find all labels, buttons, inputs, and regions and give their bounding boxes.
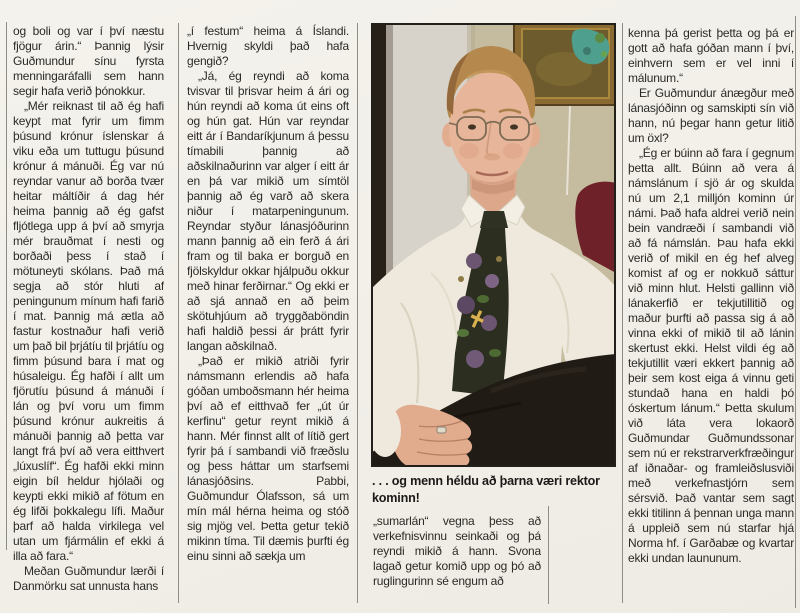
paragraph: „Það er mikið atriði fyrir námsmann erlendis að hafa góðan umboðsmann hér heima því að ef eitthvað fer „út úr kerfinu“ getur reynt mikið á hann. Mér finnst allt of lítið gert fyrir þá í sambandi við fræðslu og þess háttar um starfsemi lánasjóðsins. Pabbi, Guðmundur Ólafsson, sá um mín mál hérna heima og stóð sig mjög vel. Þetta getur tekið mikinn tíma. Til dæmis þurfti ég einu sinni að sækja um (187, 354, 349, 563)
column-rule-right-edge (795, 16, 796, 608)
paragraph: „sumarlán“ vegna þess að verkefnisvinnu seinkaði og þá reyndi mikið á hann. Svona lagað getur komið upp og þó að ruglingurinn sé engum að (373, 514, 541, 588)
paragraph: Meðan Guðmundur lærði í Danmörku sat unnusta hans (13, 564, 164, 593)
paragraph: „Já, ég reyndi að koma tvisvar til þrisvar heim á ári og hún reyndi að koma út eins oft og hún gat. Hún var reyndar eitt ár í Bandaríkjunum á þessu tímabili þannig að aðskilnaðurinn var alger í eitt ár en þá var mikið um símtöl þannig að ég varð að skera niður í matarpeningunum. Reyndar styður lánasjóðurinn mann þannig að ein ferð á ári fram og til baka er borguð en fjölskyldur okkar hjálpuðu okkur með hinar ferðirnar.“ Og ekki er að sjá annað en að þeim skötuhjúum að tryggðaböndin hafi haldið þessi ár þrátt fyrir langan aðskilnað. (187, 69, 349, 353)
portrait-photo (371, 23, 616, 467)
column-rule-4 (622, 23, 623, 603)
paragraph: Er Guðmundur ánægður með lánasjóðinn og samskipti sín við hann, nú þegar hann getur litið um öxl? (628, 86, 794, 145)
paragraph: „í festum“ heima á Íslandi. Hvernig skyldi það hafa gengið? (187, 24, 349, 68)
column-rule-3 (548, 506, 549, 604)
paragraph: kenna þá gerist þetta og þá er gott að hafa góðan mann í því, einhvern sem er vel inni í málunum.“ (628, 26, 794, 85)
paragraph: „Mér reiknast til að ég hafi keypt mat fyrir um fimm þúsund krónur íslenskar á viku eða um tuttugu þúsund krónur á mánuði. Ég var nú reyndar vanur að borða tvær heitar máltíðir á dag hér heima þannig að ég gafst fljótlega upp á því að smyrja mér brauðmat í nesti og borðaði þess í stað í mötuneyti skólans. Það má segja að stór hluti af peningunum mínum hafi farið í mat. Þannig má ætla að fastur kostnaður hafi verið um það bil þrjátíu til þrjátíu og fimm þúsund bara í mat og húsaleigu. Ég hafði í allt um fjörutíu þúsund á mánuði í lán og því voru um fimm þúsund krónur aukreitis á mánuði þannig að þetta var langt frá því að vera eitthvert „lúxuslíf“. Ég hafði ekki minn eigin bíl heldur hjólaði og keypti ekki mikið af fötum en ég lifði þokkalegu lífi. Maður þarf að halda virkilega vel utan um fjármálin ef ekki á illa að fara.“ (13, 99, 164, 563)
column-rule-left-edge (6, 22, 7, 550)
text-column-right (628, 26, 794, 606)
text-column-left (13, 24, 164, 604)
text-column-below-photo (373, 514, 541, 606)
column-rule-1 (178, 23, 179, 603)
photo-caption: . . . og menn héldu að þarna væri rektor kominn! (372, 474, 600, 505)
photo-ring (437, 427, 446, 433)
text-column-second (187, 24, 349, 604)
paragraph: og boli og var í því næstu fjögur árin.“ Þannig lýsir Guðmundur sínu fyrsta menningaráfalli sem hann segir hafa verið þónokkur. (13, 24, 164, 98)
paragraph: „Ég er búinn að fara í gegnum þetta allt. Búinn að vera á námslánum í sjö ár og skulda nú um 2,1 milljón kominn úr námi. Það hafa aldrei verið nein bein vandræði í sambandi við að fá námslán. Þau hafa ekki verið of mikil en ég hef alveg komist af og er nokkuð sáttur við minn hlut. Helsti gallinn við lánakerfið er tekjutillitið og maður þurfti að passa sig á að vinna ekki of mikið til að lánin skertust ekki. Helst vildi ég að tekjutillit væri ekkert þannig að þeir sem kost eiga á vinnu geti stundað hana en haldi þó óskertum lánum.“ Þetta skulum við láta vera lokaorð Guðmundar Guðmundssonar sem nú er rekstrarverkfræðingur af iðnaðar- og framleiðslusviði með verkefnastjórn sem sérsvið. Það vantar sem sagt ekki titilinn á þennan unga mann á uppleið sem nú starfar hjá Norma hf. í Garðabæ og kvartar ekki undan laununum. (628, 146, 794, 565)
column-rule-2 (357, 23, 358, 603)
